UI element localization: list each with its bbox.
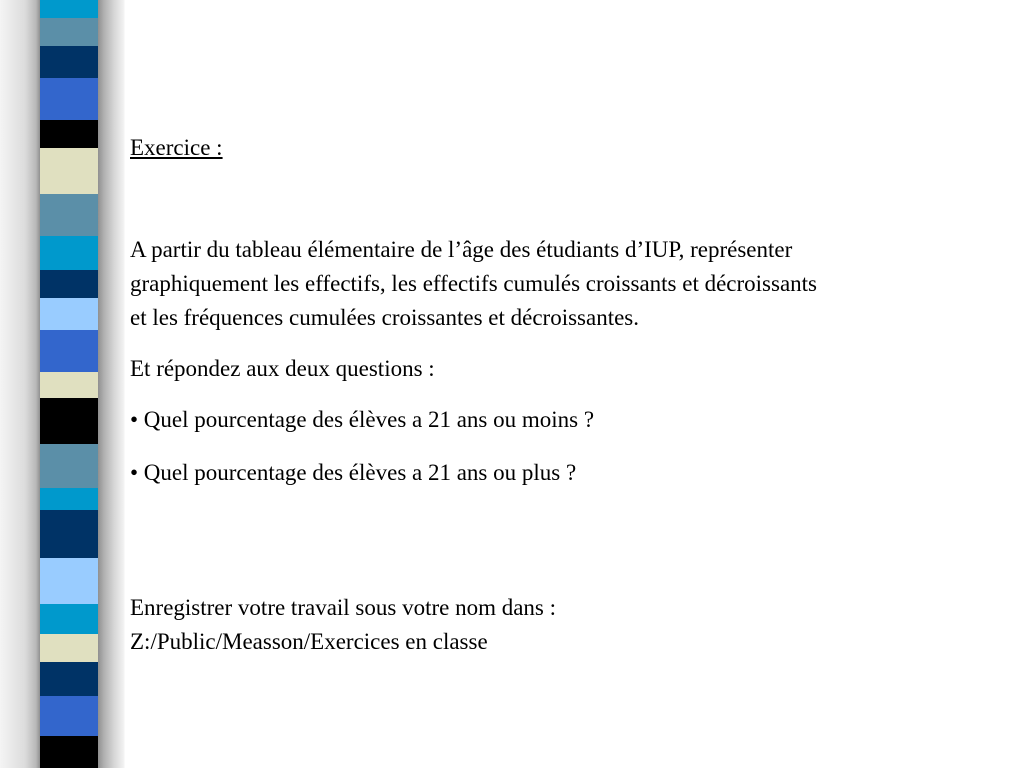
stripe-band	[40, 558, 98, 604]
stripe-band	[40, 736, 98, 768]
stripe-band	[40, 634, 98, 662]
stripe-band	[40, 696, 98, 736]
paragraph-line: graphiquement les effectifs, les effectifs cumulés croissants et décroissants	[130, 271, 818, 296]
stripe-band	[40, 510, 98, 558]
stripe-band	[40, 148, 98, 194]
stripe-band	[40, 662, 98, 696]
stripe-band	[40, 398, 98, 444]
slide-title: Exercice :	[130, 135, 223, 160]
question-item: • Quel pourcentage des élèves a 21 ans ou plus ?	[130, 460, 577, 485]
stripe-band	[40, 46, 98, 78]
stripe-band	[40, 330, 98, 372]
exercise-paragraph	[130, 233, 1000, 335]
stripe-band	[40, 298, 98, 330]
stripe-band	[40, 194, 98, 236]
stripe-band	[40, 18, 98, 46]
stripe-band	[40, 372, 98, 398]
stripe-band	[40, 236, 98, 270]
question-item: • Quel pourcentage des élèves a 21 ans ou moins ?	[130, 407, 595, 432]
stripe-band	[40, 270, 98, 298]
instruction-text: Et répondez aux deux questions :	[130, 356, 435, 381]
stripe-band	[40, 604, 98, 634]
save-instruction: Enregistrer votre travail sous votre nom dans :	[130, 595, 557, 620]
save-path: Z:/Public/Measson/Exercices en classe	[130, 629, 488, 654]
stripe-band	[40, 444, 98, 488]
stripe-band	[40, 488, 98, 510]
paragraph-line: A partir du tableau élémentaire de l’âge des étudiants d’IUP, représenter	[130, 237, 793, 262]
stripe-band	[40, 120, 98, 148]
stripe-band	[40, 0, 98, 18]
decorative-stripe	[40, 0, 98, 768]
paragraph-line: et les fréquences cumulées croissantes et décroissantes.	[130, 305, 639, 330]
stripe-band	[40, 78, 98, 120]
